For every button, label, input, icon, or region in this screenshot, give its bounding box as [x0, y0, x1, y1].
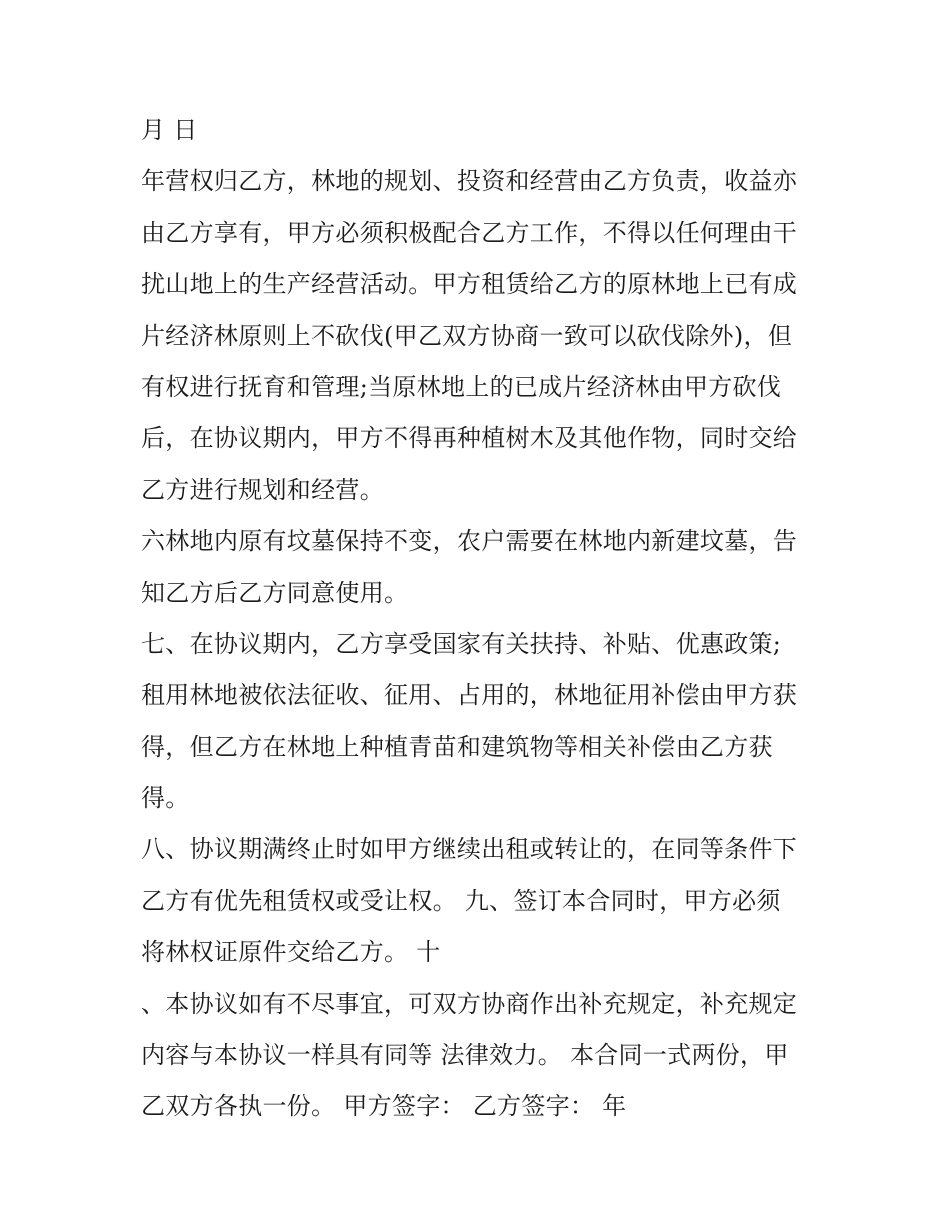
document-body [141, 108, 821, 1136]
text-line-3: 由乙方享有，甲方必须积极配合乙方工作，不得以任何理由干 [141, 218, 798, 247]
text-line-2: 年营权归乙方，林地的规划、投资和经营由乙方负责，收益亦 [141, 167, 798, 196]
text-line-7: 后，在协议期内，甲方不得再种植树木及其他作物，同时交给 [141, 424, 798, 453]
text-line-19: 内容与本协议一样具有同等 法律效力。 本合同一式两份，甲 [141, 1041, 789, 1070]
text-line-14: 得。 [141, 784, 190, 813]
text-line-13: 得，但乙方在林地上种植青苗和建筑物等相关补偿由乙方获 [141, 732, 773, 761]
text-line-20: 乙双方各执一份。 甲方签字： 乙方签字： 年 [141, 1092, 627, 1121]
text-line-6: 有权进行抚育和管理;当原林地上的已成片经济林由甲方砍伐 [141, 372, 782, 401]
text-line-4: 扰山地上的生产经营活动。甲方租赁给乙方的原林地上已有成 [141, 270, 798, 299]
text-line-15: 八、协议期满终止时如甲方继续出租或转让的，在同等条件下 [141, 835, 798, 864]
text-line-11: 七、在协议期内，乙方享受国家有关扶持、补贴、优惠政策; [141, 629, 782, 658]
text-line-1: 月 日 [141, 116, 198, 144]
text-line-17: 将林权证原件交给乙方。 十 [141, 938, 441, 967]
text-line-9: 六林地内原有坟墓保持不变，农户需要在林地内新建坟墓，告 [141, 527, 798, 556]
text-line-10: 知乙方后乙方同意使用。 [141, 578, 409, 607]
text-line-16: 乙方有优先租赁权或受让权。 九、签订本合同时，甲方必须 [141, 886, 781, 915]
text-line-18: 、本协议如有不尽事宜，可双方协商作出补充规定，补充规定 [141, 989, 798, 1018]
text-line-5: 片经济林原则上不砍伐(甲乙双方协商一致可以砍伐除外)，但 [141, 321, 793, 350]
text-line-12: 租用林地被依法征收、征用、占用的，林地征用补偿由甲方获 [141, 681, 798, 710]
text-line-8: 乙方进行规划和经营。 [141, 475, 384, 504]
